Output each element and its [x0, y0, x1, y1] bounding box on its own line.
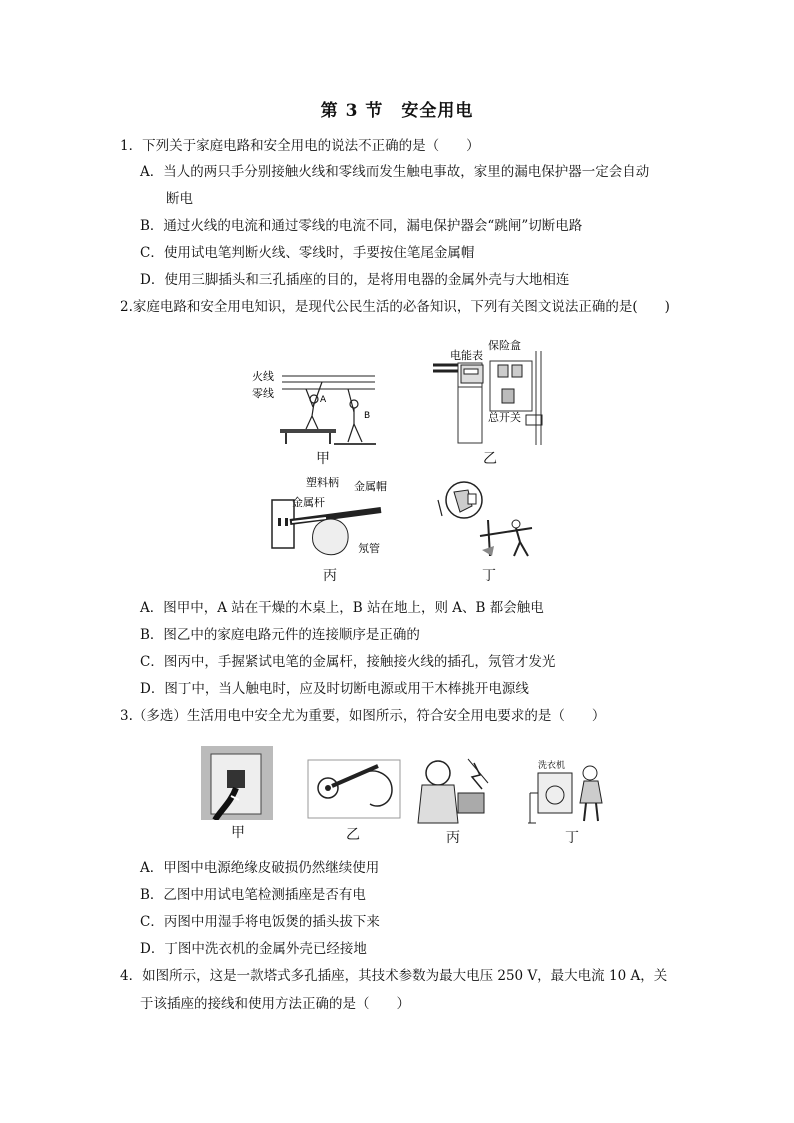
question-3-option-c: C．丙图中用湿手将电饭煲的插头拔下来: [140, 914, 380, 930]
question-1-option-a-continued: 断电: [166, 191, 193, 207]
figure-ding-caption: 丁: [482, 568, 496, 584]
q3-figure-bing-caption: 丙: [446, 830, 460, 846]
figure-yi-home-circuit: [428, 335, 548, 447]
washer-label: 洗衣机: [538, 761, 566, 771]
question-2-option-b: B．图乙中的家庭电路元件的连接顺序是正确的: [140, 627, 420, 643]
question-1-option-b: B．通过火线的电流和通过零线的电流不同，漏电保护器会“跳闸”切断电路: [140, 218, 583, 234]
figure-bing-test-pencil: [266, 474, 398, 566]
figure-yi-caption: 乙: [483, 451, 497, 467]
question-1-stem: 1．下列关于家庭电路和安全用电的说法不正确的是（ ）: [120, 138, 480, 154]
metal-rod-label: 金属杆: [292, 496, 325, 509]
neon-tube-label: 氖管: [358, 542, 380, 555]
question-2-stem: 2.家庭电路和安全用电知识，是现代公民生活的必备知识，下列有关图文说法正确的是( ): [120, 299, 670, 315]
q3-figure-ding-grounded-washer: [528, 753, 614, 825]
question-2-option-a: A．图甲中，A 站在干燥的木桌上，B 站在地上，则 A、B 都会触电: [140, 600, 544, 616]
q3-figure-ding-caption: 丁: [565, 830, 579, 846]
fuse-box-label: 保险盒: [488, 339, 521, 352]
q3-figure-yi-test-socket: [306, 758, 402, 820]
question-2-option-c: C．图丙中，手握紧试电笔的金属杆，接触接火线的插孔，氖管才发光: [140, 654, 556, 670]
question-4-stem-continued: 于该插座的接线和使用方法正确的是（ ）: [140, 996, 410, 1012]
figure-jia-caption: 甲: [316, 451, 330, 467]
question-2-option-d: D．图丁中，当人触电时，应及时切断电源或用干木棒挑开电源线: [140, 681, 529, 697]
main-switch-label: 总开关: [488, 411, 521, 424]
person-a-label: A: [320, 395, 327, 405]
q3-figure-bing-wet-hands: [408, 753, 498, 825]
q3-figure-yi-caption: 乙: [346, 827, 360, 843]
q3-figure-jia-caption: 甲: [231, 825, 245, 841]
meter-label: 电能表: [450, 349, 483, 362]
person-b-label: B: [364, 411, 371, 421]
question-1-option-a: A．当人的两只手分别接触火线和零线而发生触电事故，家里的漏电保护器一定会自动: [140, 164, 650, 180]
question-3-option-b: B．乙图中用试电笔检测插座是否有电: [140, 887, 366, 903]
question-3-option-a: A．甲图中电源绝缘皮破损仍然继续使用: [140, 860, 380, 876]
fire-wire-label: 火线: [252, 370, 274, 383]
question-1-option-d: D．使用三脚插头和三孔插座的目的，是将用电器的金属外壳与大地相连: [140, 272, 570, 288]
metal-cap-label: 金属帽: [354, 480, 387, 493]
page-title: 第 3 节 安全用电: [320, 101, 474, 121]
figure-bing-caption: 丙: [323, 568, 337, 584]
neutral-wire-label: 零线: [252, 387, 274, 400]
figure-jia-electrocution: [250, 366, 380, 448]
plastic-handle-label: 塑料柄: [306, 476, 339, 489]
question-3-stem: 3.（多选）生活用电中安全尤为重要，如图所示，符合安全用电要求的是（ ）: [120, 708, 606, 724]
figure-ding-rescue: [432, 476, 544, 560]
question-4-stem: 4．如图所示，这是一款塔式多孔插座，其技术参数为最大电压 250 V，最大电流 10 A，关: [120, 968, 668, 984]
question-1-option-c: C．使用试电笔判断火线、零线时，手要按住笔尾金属帽: [140, 245, 475, 261]
question-3-option-d: D．丁图中洗衣机的金属外壳已经接地: [140, 941, 367, 957]
q3-figure-jia-damaged-cord: [201, 746, 273, 820]
